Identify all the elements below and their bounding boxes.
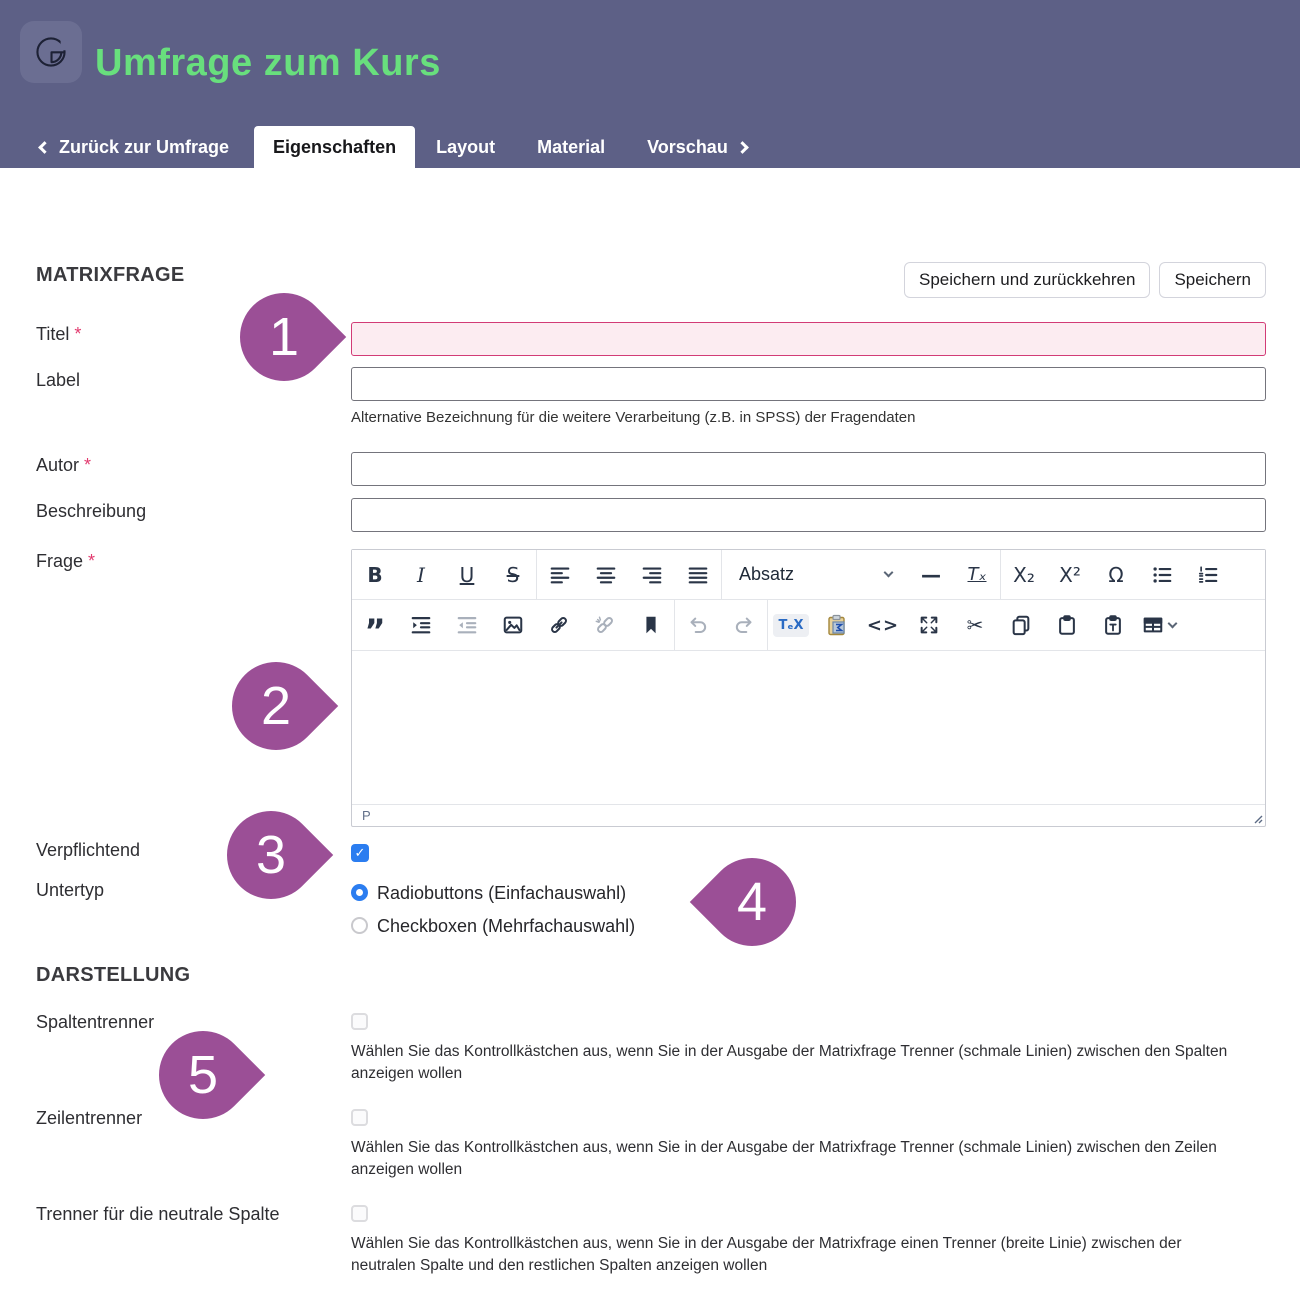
required-asterisk: * [74,324,82,344]
table-icon[interactable] [1136,600,1182,650]
chevron-left-icon [38,141,51,154]
beschreibung-label: Beschreibung [36,501,147,521]
remove-link-icon[interactable] [582,600,628,650]
fullscreen-icon[interactable] [906,600,952,650]
paragraph-format-value: Absatz [739,564,795,584]
titel-label: Titel * [36,324,82,344]
radio-radiobuttons-label[interactable]: Radiobuttons (Einfachauswahl) [377,883,627,903]
outdent-icon[interactable] [444,600,490,650]
align-right-icon[interactable] [629,550,675,599]
annotation-marker-5: 5 [141,1013,265,1137]
blockquote-icon[interactable]: ” [364,612,386,650]
frage-label: Frage * [36,551,96,571]
app-logo [20,21,82,83]
untertyp-label: Untertyp [36,880,105,900]
autor-label: Autor * [36,455,92,475]
strikethrough-icon[interactable]: S [506,562,520,587]
superscript-icon[interactable]: X² [1059,562,1081,587]
align-left-icon[interactable] [537,550,583,599]
underline-icon[interactable]: U [459,562,475,587]
insert-link-icon[interactable] [536,600,582,650]
section-title-matrixfrage: MATRIXFRAGE [36,264,185,286]
verpflichtend-label: Verpflichtend [36,840,141,860]
annotation-marker-2: 2 [214,644,338,768]
resize-handle-icon[interactable] [1251,812,1263,824]
redo-icon[interactable] [721,600,767,650]
action-buttons [904,262,1266,298]
clear-formatting-icon[interactable]: Tₓ [967,564,987,585]
page-title: Umfrage zum Kurs [95,42,441,84]
label-input[interactable] [351,367,1266,401]
required-asterisk: * [88,551,96,571]
tab-eigenschaften[interactable]: Eigenschaften [254,126,415,168]
chevron-right-icon [736,141,749,154]
beschreibung-input[interactable] [351,498,1266,532]
editor-toolbar-row2 [352,600,1265,651]
save-and-return-button[interactable]: Speichern und zurückkehren [904,262,1150,298]
tab-material[interactable]: Material [537,136,606,157]
nav-preview-link[interactable] [626,126,768,168]
align-justify-icon[interactable] [675,550,721,599]
section-title-darstellung: DARSTELLUNG [36,964,191,986]
zeilentrenner-label: Zeilentrenner [36,1108,143,1128]
required-asterisk: * [84,455,92,475]
spaltentrenner-description: Wählen Sie das Kontrollkästchen aus, wenn Sie in der Ausgabe der Matrixfrage Trenner (schmale Linien) zwischen den Spalten anzeigen wollen [351,1043,1228,1082]
check-icon: ✓ [354,845,366,861]
zeilentrenner-description: Wählen Sie das Kontrollkästchen aus, wenn Sie in der Ausgabe der Matrixfrage Trenner (schmale Linien) zwischen den Zeilen anzeigen wollen [351,1139,1217,1178]
nav-back-label: Zurück zur Umfrage [59,136,230,157]
bullet-list-icon[interactable] [1139,550,1185,599]
spaltentrenner-label: Spaltentrenner [36,1012,155,1032]
app-header [0,0,1300,168]
tex-label: TₑX [773,614,808,637]
radio-checkboxen-label[interactable]: Checkboxen (Mehrfachauswahl) [377,916,636,936]
verpflichtend-checkbox[interactable] [351,844,369,862]
zeilentrenner-checkbox[interactable] [351,1109,368,1126]
align-center-icon[interactable] [583,550,629,599]
logo-g-icon [30,31,72,73]
label-label: Label [36,370,81,390]
label-help-text: Alternative Bezeichnung für die weitere Verarbeitung (z.B. in SPSS) der Fragendaten [351,409,916,426]
numbered-list-icon[interactable] [1185,550,1231,599]
anchor-icon[interactable] [628,600,674,650]
insert-image-icon[interactable] [490,600,536,650]
editor-element-path: P [362,808,371,823]
titel-input[interactable] [351,322,1266,356]
spaltentrenner-checkbox[interactable] [351,1013,368,1030]
special-character-icon[interactable]: Ω [1108,562,1124,587]
editor-toolbar-row1 [352,550,1265,600]
neutrale-spalte-trenner-label: Trenner für die neutrale Spalte [36,1204,280,1224]
editor-statusbar [352,804,1265,826]
chevron-down-icon [1168,618,1178,628]
bold-icon[interactable]: B [367,562,383,587]
copy-icon[interactable] [998,600,1044,650]
annotation-marker-3: 3 [209,793,333,917]
source-code-icon[interactable]: <> [866,614,900,636]
nav-preview-label: Vorschau [647,136,728,157]
neutrale-spalte-trenner-description: Wählen Sie das Kontrollkästchen aus, wenn Sie in der Ausgabe der Matrixfrage einen Trenner (breite Linie) zwischen der neutralen Spalte und den restlichen Spalten anzeigen wollen [351,1235,1182,1274]
save-button[interactable]: Speichern [1159,262,1266,298]
radio-radiobuttons[interactable] [351,884,368,901]
editor-content-area[interactable] [352,651,1265,804]
undo-icon[interactable] [675,600,721,650]
autor-input[interactable] [351,452,1266,486]
tab-layout[interactable]: Layout [436,136,496,157]
neutrale-spalte-trenner-checkbox[interactable] [351,1205,368,1222]
radio-checkboxen[interactable] [351,917,368,934]
paste-from-word-icon[interactable] [814,600,860,650]
paste-icon[interactable] [1044,600,1090,650]
subscript-icon[interactable]: X₂ [1013,562,1035,587]
italic-icon[interactable]: I [417,562,425,587]
paragraph-format-select[interactable] [722,550,908,599]
main-nav [0,126,1300,168]
paste-as-text-icon[interactable] [1090,600,1136,650]
chevron-down-icon [884,568,894,578]
nav-back-link[interactable] [40,126,229,168]
tex-icon[interactable] [768,600,814,650]
indent-icon[interactable] [398,600,444,650]
horizontal-rule-icon[interactable]: — [921,562,941,587]
frage-richtext-editor [351,549,1266,827]
cut-icon[interactable]: ✂ [966,613,984,637]
annotation-marker-4: 4 [690,840,814,964]
annotation-marker-1: 1 [222,275,346,399]
